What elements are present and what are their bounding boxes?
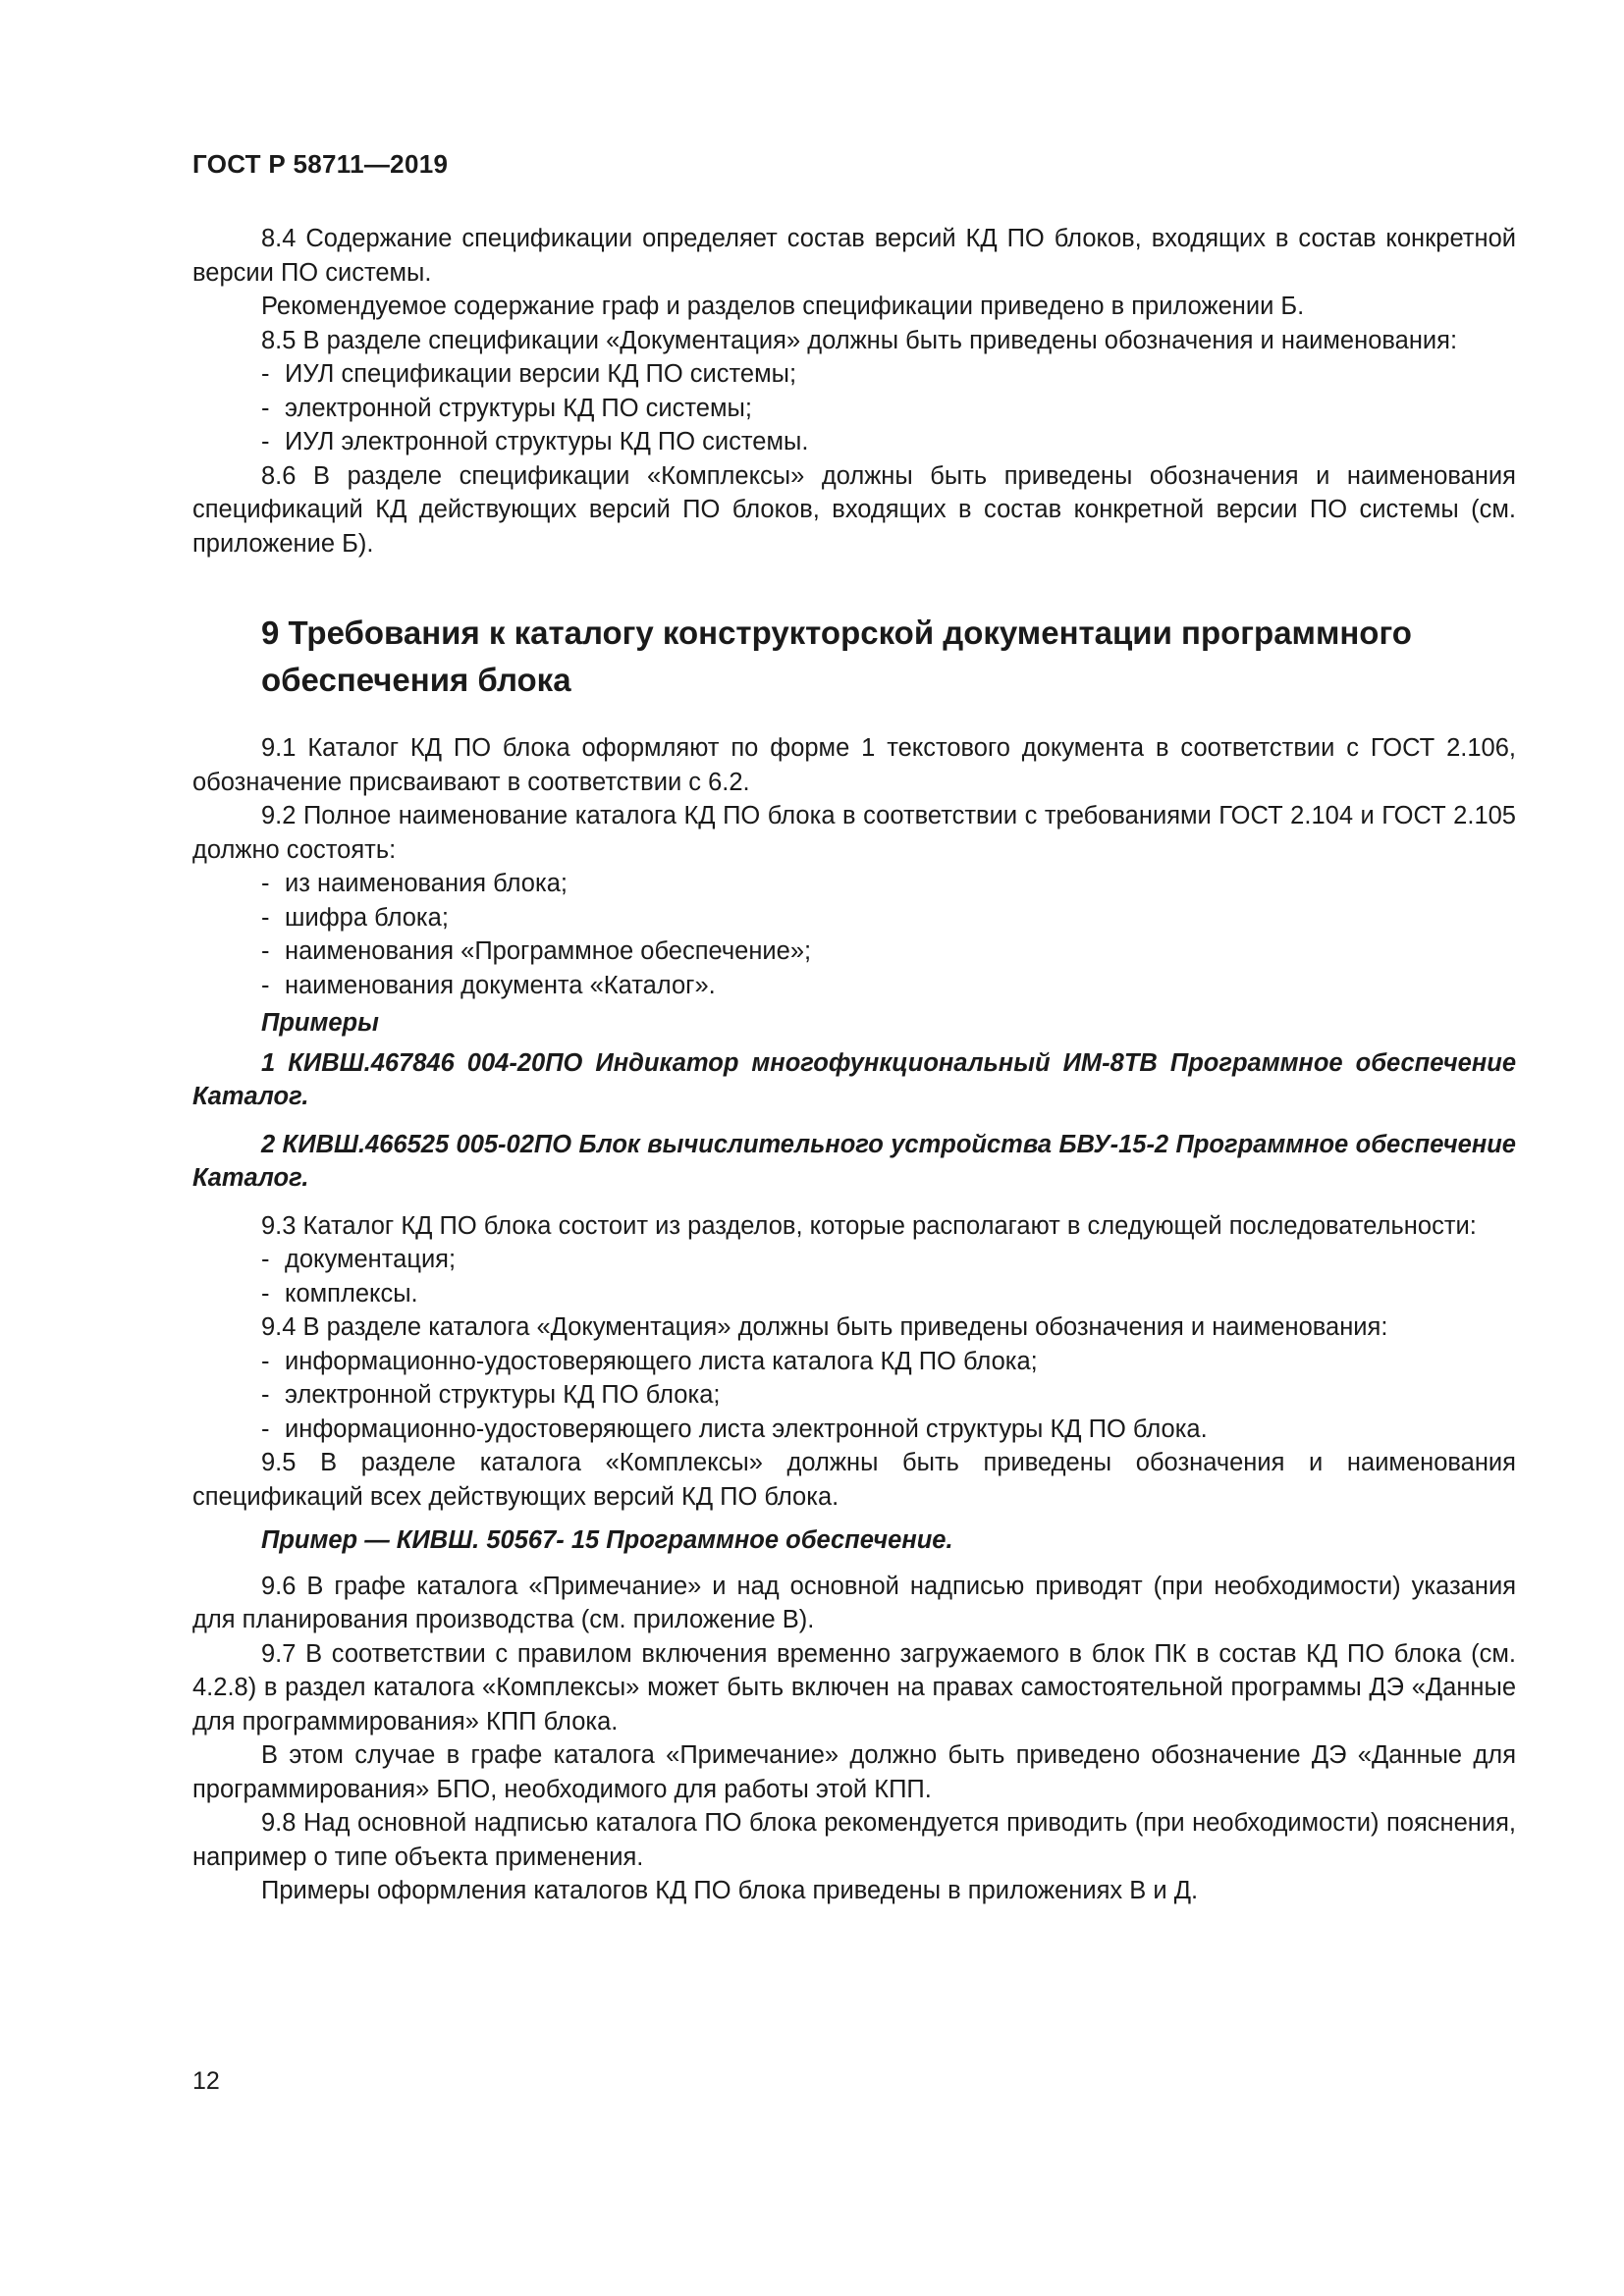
examples-title: Примеры <box>261 1009 379 1037</box>
list-item: - наименования «Программное обеспечение»; <box>261 937 812 965</box>
paragraph-9-8-continued: Примеры оформления каталогов КД ПО блока приведены в приложениях В и Д. <box>261 1877 1199 1904</box>
list-item: - электронной структуры КД ПО системы; <box>261 394 752 422</box>
list-item: - электронной структуры КД ПО блока; <box>261 1381 721 1409</box>
section-9-heading: 9 Требования к каталогу конструкторской документации программного обеспечения блока <box>261 614 1412 698</box>
paragraph-9-1: 9.1 Каталог КД ПО блока оформляют по форме 1 текстового документа в соответствии с ГОСТ 2.106, обозначение присваивают в соответствии с 6.2. <box>192 734 1516 796</box>
example-9-5: Пример — КИВШ. 50567- 15 Программное обеспечение. <box>261 1526 953 1554</box>
list-item: - информационно-удостоверяющего листа электронной структуры КД ПО блока. <box>261 1415 1208 1443</box>
list-item: - документация; <box>261 1246 457 1273</box>
paragraph-8-4-recommendation: Рекомендуемое содержание граф и разделов спецификации приведено в приложении Б. <box>261 293 1305 320</box>
example-1: 1 КИВШ.467846 004-20ПО Индикатор многофункциональный ИМ-8ТВ Программное обеспечение Каталог. <box>192 1048 1516 1110</box>
page-number: 12 <box>192 2067 220 2095</box>
list-item: - ИУЛ электронной структуры КД ПО системы. <box>261 428 809 455</box>
paragraph-9-7: 9.7 В соответствии с правилом включения временно загружаемого в блок ПК в состав КД ПО блока (см. 4.2.8) в раздел каталога «Комплексы» может быть включен на правах самостоятельной программы ДЭ «Данные для программирования» КПП блока. <box>192 1639 1516 1735</box>
paragraph-8-6: 8.6 В разделе спецификации «Комплексы» должны быть приведены обозначения и наименования спецификаций КД действующих версий ПО блоков, входящих в состав конкретной версии ПО системы (см. приложение Б). <box>192 461 1516 558</box>
paragraph-9-4: 9.4 В разделе каталога «Документация» должны быть приведены обозначения и наименования: <box>261 1313 1388 1341</box>
paragraph-8-5: 8.5 В разделе спецификации «Документация» должны быть приведены обозначения и наименования: <box>261 326 1458 354</box>
list-item: - информационно-удостоверяющего листа каталога КД ПО блока; <box>261 1347 1038 1375</box>
list-item: - наименования документа «Каталог». <box>261 971 716 999</box>
paragraph-9-5: 9.5 В разделе каталога «Комплексы» должны быть приведены обозначения и наименования спецификаций всех действующих версий КД ПО блока. <box>192 1449 1516 1511</box>
list-item: - шифра блока; <box>261 903 449 932</box>
paragraph-9-3: 9.3 Каталог КД ПО блока состоит из разделов, которые располагают в следующей последовательности: <box>261 1211 1477 1240</box>
list-item: - комплексы. <box>261 1279 418 1308</box>
example-2: 2 КИВШ.466525 005-02ПО Блок вычислительного устройства БВУ-15-2 Программное обеспечение Каталог. <box>192 1130 1516 1192</box>
document-body <box>192 222 1516 1908</box>
list-item: - ИУЛ спецификации версии КД ПО системы; <box>261 360 797 388</box>
paragraph-9-2: 9.2 Полное наименование каталога КД ПО блока в соответствии с требованиями ГОСТ 2.104 и ГОСТ 2.105 должно состоять: <box>192 802 1516 864</box>
document-header: ГОСТ Р 58711—2019 <box>192 149 449 179</box>
list-item: - из наименования блока; <box>261 870 568 897</box>
paragraph-8-4: 8.4 Содержание спецификации определяет состав версий КД ПО блоков, входящих в состав конкретной версии ПО системы. <box>192 225 1516 287</box>
paragraph-9-6: 9.6 В графе каталога «Примечание» и над основной надписью приводят (при необходимости) указания для планирования производства (см. приложение В). <box>192 1572 1516 1633</box>
paragraph-9-7-continued: В этом случае в графе каталога «Примечание» должно быть приведено обозначение ДЭ «Данные для программирования» БПО, необходимого для работы этой КПП. <box>192 1741 1516 1803</box>
paragraph-9-8: 9.8 Над основной надписью каталога ПО блока рекомендуется приводить (при необходимости) пояснения, например о типе объекта применения. <box>192 1809 1516 1871</box>
